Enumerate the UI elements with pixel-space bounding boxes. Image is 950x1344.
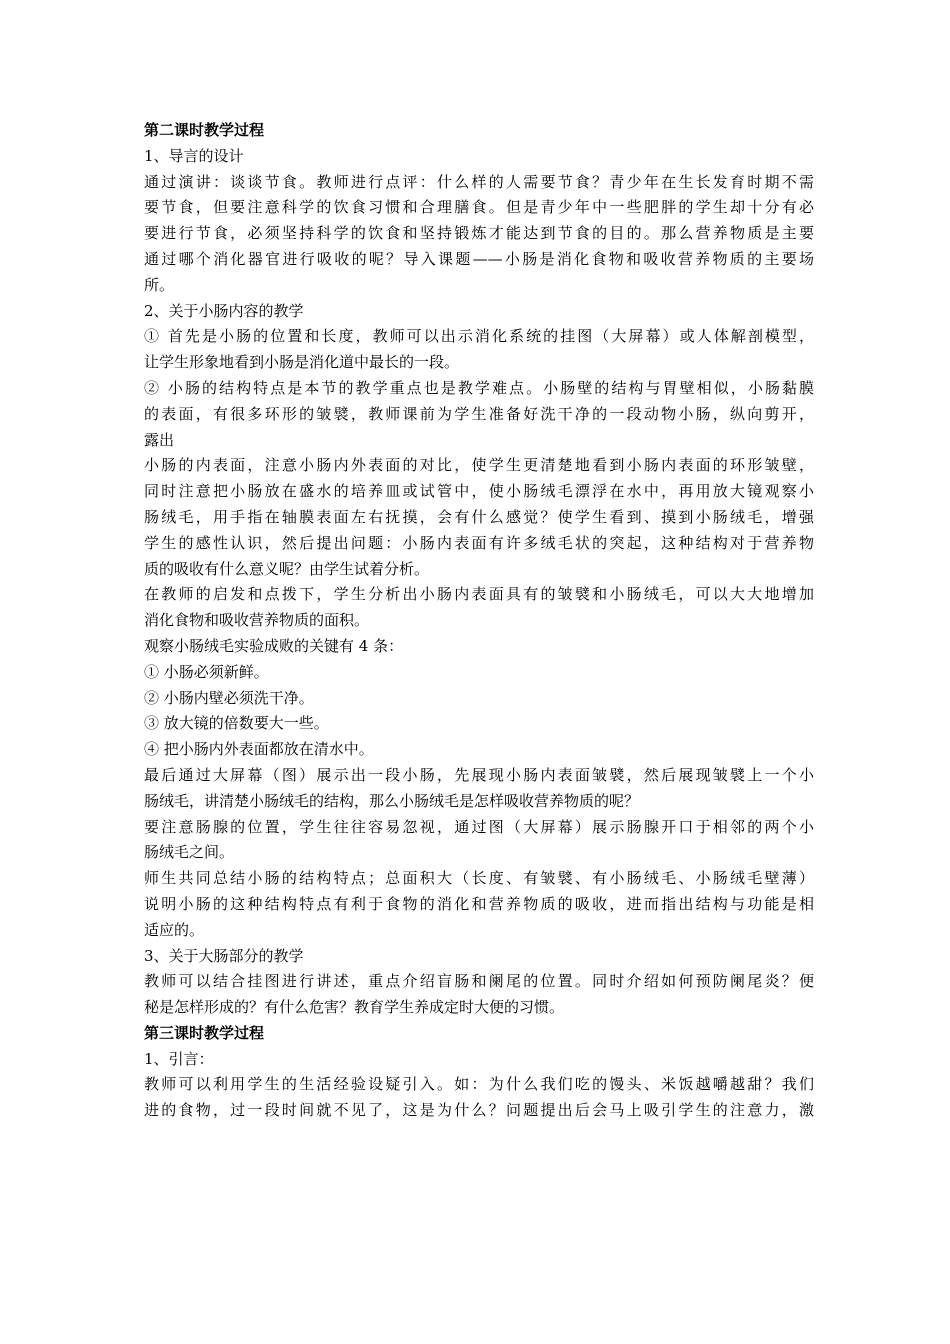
text-line: 同时注意把小肠放在盛水的培养皿或试管中，使小肠绒毛漂浮在水中，再用放大镜观察小 (144, 482, 814, 501)
text-line: 2、关于小肠内容的教学 (144, 301, 304, 320)
text-line: 要节食，但要注意科学的饮食习惯和合理膳食。但是青少年中一些肥胖的学生却十分有必 (144, 198, 814, 217)
text-line: 秘是怎样形成的？有什么危害？教育学生养成定时大便的习惯。 (144, 998, 565, 1017)
text-line: 要注意肠腺的位置，学生往往容易忽视，通过图（大屏幕）展示肠腺开口于相邻的两个小 (144, 817, 814, 836)
text-line: 1、导言的设计 (144, 146, 244, 165)
document-page (144, 118, 814, 1124)
text-line: ① 首先是小肠的位置和长度，教师可以出示消化系统的挂图（大屏幕）或人体解剖模型， (144, 327, 814, 346)
text-line: 教师可以结合挂图进行讲述，重点介绍盲肠和阑尾的位置。同时介绍如何预防阑尾炎？便 (144, 972, 814, 991)
text-line: ② 小肠的结构特点是本节的教学重点也是教学难点。小肠壁的结构与胃壁相似，小肠黏膜 (144, 378, 814, 397)
section-heading: 第二课时教学过程 (144, 121, 265, 139)
text-line: 小肠的内表面，注意小肠内外表面的对比，使学生更清楚地看到小肠内表面的环形皱壁， (144, 456, 814, 475)
text-line: 进的食物，过一段时间就不见了，这是为什么？问题提出后会马上吸引学生的注意力，激 (144, 1101, 814, 1120)
text-line: 3、关于大肠部分的教学 (144, 946, 304, 965)
text-line: 质的吸收有什么意义呢？由学生试着分析。 (144, 559, 430, 578)
text-line: 在教师的启发和点拨下，学生分析出小肠内表面具有的皱襞和小肠绒毛，可以大大地增加 (144, 585, 814, 604)
text-line: 的表面，有很多环形的皱襞，教师课前为学生准备好洗干净的一段动物小肠，纵向剪开， (144, 404, 814, 423)
text-line: 1、引言： (144, 1049, 214, 1068)
text-line: 教师可以利用学生的生活经验设疑引入。如：为什么我们吃的馒头、米饭越嚼越甜？我们 (144, 1075, 814, 1094)
text-line: 肠绒毛，讲清楚小肠绒毛的结构，那么小肠绒毛是怎样吸收营养物质的呢？ (144, 791, 640, 810)
text-line: ③ 放大镜的倍数要大一些。 (144, 714, 329, 733)
text-line: 让学生形象地看到小肠是消化道中最长的一段。 (144, 353, 460, 372)
text-line: 通过哪个消化器官进行吸收的呢？导入课题——小肠是消化食物和吸收营养物质的主要场 (144, 249, 814, 268)
text-line: 通过演讲：谈谈节食。教师进行点评：什么样的人需要节食？青少年在生长发育时期不需 (144, 172, 814, 191)
text-line: ④ 把小肠内外表面都放在清水中。 (144, 740, 374, 759)
text-line: 肠绒毛之间。 (144, 843, 235, 862)
text-line: 消化食物和吸收营养物质的面积。 (144, 611, 370, 630)
section-heading: 第三课时教学过程 (144, 1023, 265, 1042)
text-line: 最后通过大屏幕（图）展示出一段小肠，先展现小肠内表面皱襞，然后展现皱襞上一个小 (144, 765, 814, 784)
text-line: 要进行节食，必须坚持科学的饮食和坚持锻炼才能达到节食的目的。那么营养物质是主要 (144, 224, 814, 243)
text-line: 所。 (144, 275, 175, 294)
text-line: 学生的感性认识，然后提出问题：小肠内表面有许多绒毛状的突起，这种结构对于营养物 (144, 533, 814, 552)
text-line: 说明小肠的这种结构特点有利于食物的消化和营养物质的吸收，进而指出结构与功能是相 (144, 894, 814, 913)
text-line: ① 小肠必须新鲜。 (144, 662, 269, 681)
text-line: 露出 (144, 430, 175, 449)
text-line: 适应的。 (144, 920, 205, 939)
text-line: 观察小肠绒毛实验成败的关键有 4 条： (144, 636, 404, 655)
text-line: 师生共同总结小肠的结构特点；总面积大（长度、有皱襞、有小肠绒毛、小肠绒毛壁薄） (144, 869, 814, 888)
text-line: ② 小肠内壁必须洗干净。 (144, 688, 314, 707)
text-line: 肠绒毛，用手指在轴膜表面左右抚摸，会有什么感觉？使学生看到、摸到小肠绒毛，增强 (144, 507, 814, 526)
